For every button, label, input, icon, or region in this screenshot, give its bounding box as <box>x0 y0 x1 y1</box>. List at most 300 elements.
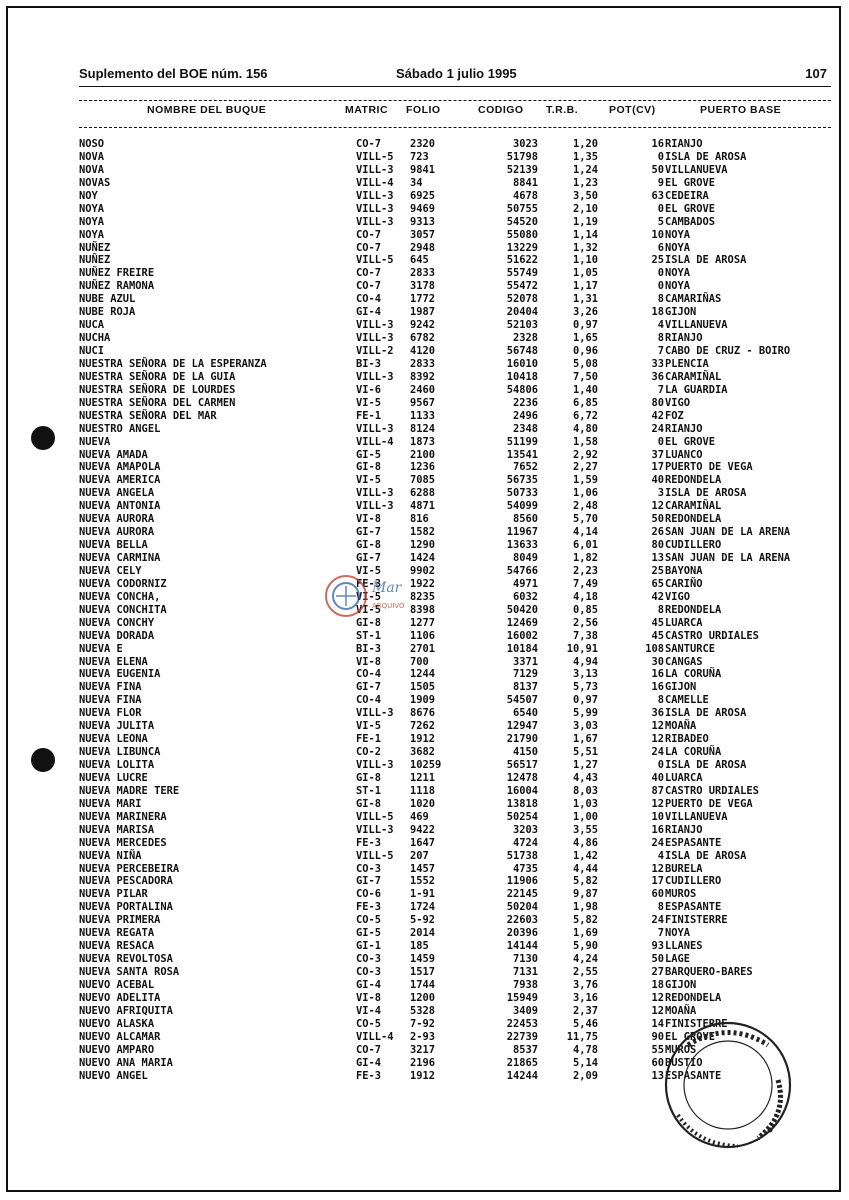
cell-pot: 45 <box>651 616 664 629</box>
table-row <box>79 798 831 811</box>
cell-puerto: LA CORUÑA <box>665 668 722 681</box>
cell-codigo: 16002 <box>506 629 538 642</box>
cell-pot: 16 <box>651 138 664 150</box>
cell-nombre: NUÑEZ <box>79 254 111 267</box>
table-row <box>79 656 831 669</box>
cell-codigo: 11967 <box>506 526 538 539</box>
cell-trb: 3,55 <box>572 823 598 836</box>
cell-puerto: ISLA DE AROSA <box>665 849 747 862</box>
table-row <box>79 410 831 423</box>
cell-nombre: NUEVO ACEBAL <box>79 978 155 991</box>
cell-nombre: NUEVA EUGENIA <box>79 668 161 681</box>
cell-matric: VILL-4 <box>356 176 394 189</box>
cell-pot: 14 <box>651 1017 664 1030</box>
table-row <box>79 371 831 384</box>
cell-trb: 1,17 <box>572 280 598 293</box>
cell-pot: 108 <box>645 642 664 655</box>
cell-codigo: 2496 <box>512 409 538 422</box>
cell-trb: 1,35 <box>572 150 598 163</box>
cell-trb: 5,70 <box>572 513 598 526</box>
cell-trb: 3,16 <box>572 991 598 1004</box>
cell-matric: ST-1 <box>356 784 382 797</box>
cell-pot: 45 <box>651 629 664 642</box>
cell-folio: 9313 <box>410 215 436 228</box>
cell-folio: 1277 <box>410 616 436 629</box>
cell-matric: CO-7 <box>356 241 382 254</box>
cell-matric: VILL-5 <box>356 254 394 267</box>
cell-nombre: NOSO <box>79 138 105 150</box>
table-row <box>79 487 831 500</box>
cell-trb: 1,24 <box>572 163 598 176</box>
cell-pot: 50 <box>651 163 664 176</box>
cell-matric: BI-3 <box>356 357 382 370</box>
cell-trb: 1,20 <box>572 138 598 150</box>
cell-folio: 1552 <box>410 875 436 888</box>
cell-puerto: GIJON <box>665 681 697 694</box>
cell-puerto: EL GROVE <box>665 435 716 448</box>
cell-puerto: PLENCIA <box>665 357 709 370</box>
cell-codigo: 22145 <box>506 888 538 901</box>
cell-trb: 3,50 <box>572 189 598 202</box>
cell-nombre: NUEVA <box>79 435 111 448</box>
cell-matric: GI-1 <box>356 940 382 953</box>
cell-folio: 6288 <box>410 487 436 500</box>
cell-pot: 8 <box>657 332 664 345</box>
header-rule <box>79 86 831 87</box>
cell-folio: 1873 <box>410 435 436 448</box>
cell-codigo: 11906 <box>506 875 538 888</box>
cell-folio: 1106 <box>410 629 436 642</box>
cell-pot: 4 <box>657 319 664 332</box>
cell-codigo: 51738 <box>506 849 538 862</box>
cell-folio: 9242 <box>410 319 436 332</box>
cell-folio: 1909 <box>410 694 436 707</box>
cell-pot: 63 <box>651 189 664 202</box>
cell-codigo: 13229 <box>506 241 538 254</box>
cell-folio: 3178 <box>410 280 436 293</box>
cell-matric: CO-3 <box>356 862 382 875</box>
cell-trb: 2,27 <box>572 461 598 474</box>
cell-puerto: ESPASANTE <box>665 1069 722 1082</box>
cell-nombre: NUCI <box>79 345 105 357</box>
cell-matric: GI-8 <box>356 461 382 474</box>
cell-folio: 645 <box>410 254 429 267</box>
cell-codigo: 3023 <box>512 138 538 150</box>
cell-pot: 26 <box>651 526 664 539</box>
cell-codigo: 13818 <box>506 797 538 810</box>
cell-puerto: SANTURCE <box>665 642 716 655</box>
cell-puerto: REDONDELA <box>665 603 722 616</box>
cell-nombre: NUEVA ANTONIA <box>79 500 161 513</box>
cell-nombre: NUEVA E <box>79 642 123 655</box>
table-row <box>79 151 831 164</box>
cell-nombre: NUEVA CODORNIZ <box>79 577 167 590</box>
cell-folio: 9422 <box>410 823 436 836</box>
cell-matric: VILL-3 <box>356 202 394 215</box>
table-row <box>79 423 831 436</box>
cell-trb: 1,40 <box>572 383 598 396</box>
cell-puerto: BARQUERO-BARES <box>665 966 753 978</box>
cell-puerto: REDONDELA <box>665 474 722 487</box>
cell-folio: 2701 <box>410 642 436 655</box>
cell-folio: 4871 <box>410 500 436 513</box>
cell-nombre: NUEVA FINA <box>79 681 142 694</box>
table-row <box>79 358 831 371</box>
table-row <box>79 901 831 914</box>
cell-puerto: MUROS <box>665 1043 697 1056</box>
cell-matric: CO-4 <box>356 694 382 707</box>
cell-pot: 12 <box>651 733 664 746</box>
table-row <box>79 138 831 151</box>
cell-folio: 2196 <box>410 1056 436 1069</box>
cell-pot: 25 <box>651 254 664 267</box>
cell-nombre: NUEVA DORADA <box>79 629 155 642</box>
cell-matric: GI-4 <box>356 1056 382 1069</box>
cell-pot: 25 <box>651 564 664 577</box>
cell-nombre: NUEVO ADELITA <box>79 991 161 1004</box>
cell-puerto: LLANES <box>665 940 703 953</box>
cell-trb: 1,31 <box>572 293 598 306</box>
cell-codigo: 3371 <box>512 655 538 668</box>
cell-trb: 2,48 <box>572 500 598 513</box>
cell-codigo: 2348 <box>512 422 538 435</box>
cell-trb: 4,14 <box>572 526 598 539</box>
cell-matric: FE-3 <box>356 1069 382 1082</box>
cell-trb: 6,72 <box>572 409 598 422</box>
cell-codigo: 20404 <box>506 306 538 319</box>
cell-codigo: 51798 <box>506 150 538 163</box>
cell-nombre: NUEVA CONCHY <box>79 616 155 629</box>
cell-folio: 1517 <box>410 966 436 978</box>
cell-codigo: 7938 <box>512 978 538 991</box>
cell-codigo: 14144 <box>506 940 538 953</box>
cell-folio: 7085 <box>410 474 436 487</box>
table-row <box>79 293 831 306</box>
cell-puerto: ISLA DE AROSA <box>665 254 747 267</box>
cell-pot: 8 <box>657 901 664 914</box>
cell-folio: 1912 <box>410 733 436 746</box>
cell-folio: 1724 <box>410 901 436 914</box>
cell-pot: 0 <box>657 202 664 215</box>
cell-folio: 7262 <box>410 720 436 733</box>
cell-nombre: NUEVA LOLITA <box>79 759 155 771</box>
cell-folio: 1020 <box>410 797 436 810</box>
cell-trb: 7,50 <box>572 370 598 383</box>
cell-puerto: BURELA <box>665 862 703 875</box>
cell-matric: FE-3 <box>356 901 382 914</box>
cell-pot: 10 <box>651 810 664 823</box>
cell-puerto: FINISTERRE <box>665 914 728 927</box>
cell-puerto: CEDEIRA <box>665 189 709 202</box>
cell-trb: 2,23 <box>572 564 598 577</box>
cell-codigo: 7652 <box>512 461 538 474</box>
cell-trb: 5,51 <box>572 746 598 759</box>
cell-matric: CO-6 <box>356 888 382 901</box>
cell-puerto: EL GROVE <box>665 176 716 189</box>
column-headers <box>79 104 831 120</box>
cell-codigo: 54507 <box>506 694 538 707</box>
col-trb: T.R.B. <box>546 104 579 116</box>
cell-matric: VI-5 <box>356 720 382 733</box>
table-row <box>79 681 831 694</box>
cell-nombre: NUESTRA SEÑORA DE LA GUIA <box>79 370 236 383</box>
cell-codigo: 16004 <box>506 784 538 797</box>
cell-matric: VILL-3 <box>356 215 394 228</box>
cell-puerto: SAN JUAN DE LA ARENA <box>665 552 791 564</box>
cell-folio: 2833 <box>410 357 436 370</box>
cell-pot: 24 <box>651 836 664 849</box>
cell-codigo: 13541 <box>506 448 538 461</box>
cell-folio: 1211 <box>410 771 436 784</box>
cell-pot: 24 <box>651 914 664 927</box>
table-row <box>79 216 831 229</box>
cell-folio: 1424 <box>410 552 436 564</box>
cell-puerto: GIJON <box>665 978 697 991</box>
cell-codigo: 6032 <box>512 590 538 603</box>
cell-trb: 5,73 <box>572 681 598 694</box>
cell-nombre: NUEVA AMADA <box>79 448 148 461</box>
table-row <box>79 979 831 992</box>
cell-matric: CO-3 <box>356 953 382 966</box>
cell-folio: 185 <box>410 940 429 953</box>
cell-pot: 55 <box>651 1043 664 1056</box>
watermark-logo <box>324 566 494 626</box>
cell-matric: VILL-3 <box>356 707 394 720</box>
cell-puerto: MOAÑA <box>665 720 697 733</box>
cell-puerto: CAMELLE <box>665 694 709 707</box>
cell-pot: 50 <box>651 513 664 526</box>
cell-codigo: 8049 <box>512 552 538 564</box>
table-row <box>79 500 831 513</box>
cell-codigo: 22453 <box>506 1017 538 1030</box>
table-row <box>79 474 831 487</box>
cell-folio: 1-91 <box>410 888 436 901</box>
cell-puerto: VILLANUEVA <box>665 163 728 176</box>
cell-nombre: NUEVA AURORA <box>79 526 155 539</box>
cell-folio: 1922 <box>410 577 436 590</box>
cell-pot: 12 <box>651 1004 664 1017</box>
cell-puerto: RIANJO <box>665 138 703 150</box>
cell-nombre: NUEVA MADRE TERE <box>79 784 180 797</box>
cell-folio: 1987 <box>410 306 436 319</box>
cell-puerto: REDONDELA <box>665 513 722 526</box>
cell-codigo: 4150 <box>512 746 538 759</box>
cell-pot: 36 <box>651 370 664 383</box>
cell-codigo: 7129 <box>512 668 538 681</box>
cell-puerto: LUARCA <box>665 771 703 784</box>
cell-codigo: 52139 <box>506 163 538 176</box>
cell-trb: 5,90 <box>572 940 598 953</box>
cell-codigo: 3203 <box>512 823 538 836</box>
cell-matric: FE-3 <box>356 836 382 849</box>
cell-matric: CO-7 <box>356 280 382 293</box>
cell-trb: 4,24 <box>572 953 598 966</box>
cell-folio: 6925 <box>410 189 436 202</box>
cell-matric: GI-8 <box>356 771 382 784</box>
cell-folio: 1744 <box>410 978 436 991</box>
cell-puerto: CASTRO URDIALES <box>665 784 759 797</box>
cell-codigo: 52103 <box>506 319 538 332</box>
cell-codigo: 56748 <box>506 345 538 357</box>
cell-pot: 33 <box>651 357 664 370</box>
cell-folio: 816 <box>410 513 429 526</box>
cell-nombre: NUEVA PORTALINA <box>79 901 173 914</box>
cell-nombre: NUEVO AMPARO <box>79 1043 155 1056</box>
cell-trb: 3,76 <box>572 978 598 991</box>
table-row <box>79 461 831 474</box>
cell-puerto: PUERTO DE VEGA <box>665 461 753 474</box>
page-header <box>79 66 831 84</box>
cell-codigo: 12947 <box>506 720 538 733</box>
cell-folio: 1133 <box>410 409 436 422</box>
cell-nombre: NUEVA PESCADORA <box>79 875 173 888</box>
cell-matric: VILL-3 <box>356 487 394 500</box>
cell-pot: 40 <box>651 771 664 784</box>
cell-nombre: NOVA <box>79 150 105 163</box>
cell-pot: 17 <box>651 875 664 888</box>
cell-nombre: NUCA <box>79 319 105 332</box>
cell-matric: VILL-3 <box>356 319 394 332</box>
cell-pot: 12 <box>651 862 664 875</box>
cell-nombre: NUÑEZ FREIRE <box>79 267 155 280</box>
cell-codigo: 56735 <box>506 474 538 487</box>
cell-pot: 65 <box>651 577 664 590</box>
table-row <box>79 1005 831 1018</box>
cell-trb: 5,82 <box>572 914 598 927</box>
cell-folio: 9902 <box>410 564 436 577</box>
cell-codigo: 51622 <box>506 254 538 267</box>
header-date: Sábado 1 julio 1995 <box>396 66 517 81</box>
table-row <box>79 513 831 526</box>
table-row <box>79 552 831 565</box>
cell-trb: 1,82 <box>572 552 598 564</box>
cell-trb: 2,56 <box>572 616 598 629</box>
cell-matric: GI-4 <box>356 978 382 991</box>
cell-pot: 16 <box>651 823 664 836</box>
cell-trb: 1,58 <box>572 435 598 448</box>
cell-trb: 5,82 <box>572 875 598 888</box>
cell-nombre: NOYA <box>79 202 105 215</box>
table-row <box>79 345 831 358</box>
cell-puerto: LUARCA <box>665 616 703 629</box>
cell-nombre: NOVAS <box>79 176 111 189</box>
cell-folio: 469 <box>410 810 429 823</box>
table-row <box>79 630 831 643</box>
cell-codigo: 4971 <box>512 577 538 590</box>
cell-codigo: 21790 <box>506 733 538 746</box>
cell-codigo: 50204 <box>506 901 538 914</box>
cell-folio: 1505 <box>410 681 436 694</box>
cell-codigo: 50254 <box>506 810 538 823</box>
cell-puerto: NOYA <box>665 228 691 241</box>
cell-folio: 5-92 <box>410 914 436 927</box>
svg-text:Mar: Mar <box>372 580 402 596</box>
cell-codigo: 7131 <box>512 966 538 978</box>
cell-trb: 1,14 <box>572 228 598 241</box>
cell-pot: 12 <box>651 797 664 810</box>
cell-pot: 50 <box>651 953 664 966</box>
cell-matric: VI-5 <box>356 396 382 409</box>
cell-pot: 0 <box>657 267 664 280</box>
cell-codigo: 2328 <box>512 332 538 345</box>
cell-nombre: NUEVA MARISA <box>79 823 155 836</box>
cell-puerto: NOYA <box>665 267 691 280</box>
table-row <box>79 850 831 863</box>
cell-codigo: 56517 <box>506 759 538 771</box>
cell-pot: 12 <box>651 500 664 513</box>
cell-pot: 7 <box>657 383 664 396</box>
cell-puerto: CARIÑO <box>665 577 703 590</box>
cell-pot: 60 <box>651 1056 664 1069</box>
cell-trb: 1,27 <box>572 759 598 771</box>
table-row <box>79 992 831 1005</box>
cell-matric: VI-6 <box>356 383 382 396</box>
cell-codigo: 54766 <box>506 564 538 577</box>
cell-nombre: NUEVA FLOR <box>79 707 142 720</box>
cell-puerto: RIANJO <box>665 422 703 435</box>
cell-pot: 18 <box>651 978 664 991</box>
cell-matric: VILL-3 <box>356 759 394 771</box>
cell-folio: 6782 <box>410 332 436 345</box>
cell-folio: 3217 <box>410 1043 436 1056</box>
cell-trb: 10,91 <box>566 642 598 655</box>
cell-trb: 11,75 <box>566 1030 598 1043</box>
cell-trb: 1,23 <box>572 176 598 189</box>
cell-matric: VI-8 <box>356 513 382 526</box>
cell-folio: 4120 <box>410 345 436 357</box>
cell-puerto: BUSTIO <box>665 1056 703 1069</box>
col-matric: MATRIC <box>345 104 389 116</box>
cell-folio: 2460 <box>410 383 436 396</box>
cell-matric: VI-5 <box>356 603 382 616</box>
cell-pot: 24 <box>651 422 664 435</box>
cell-pot: 24 <box>651 746 664 759</box>
cell-pot: 12 <box>651 720 664 733</box>
cell-folio: 1647 <box>410 836 436 849</box>
table-row <box>79 707 831 720</box>
cell-folio: 1582 <box>410 526 436 539</box>
punch-hole <box>31 748 55 772</box>
cell-trb: 2,10 <box>572 202 598 215</box>
cell-nombre: NUBE ROJA <box>79 306 136 319</box>
cell-trb: 3,26 <box>572 306 598 319</box>
cell-trb: 1,67 <box>572 733 598 746</box>
cell-trb: 1,06 <box>572 487 598 500</box>
cell-folio: 2-93 <box>410 1030 436 1043</box>
cell-trb: 0,97 <box>572 694 598 707</box>
cell-pot: 8 <box>657 603 664 616</box>
cell-puerto: RIBADEO <box>665 733 709 746</box>
cell-matric: VI-5 <box>356 474 382 487</box>
cell-matric: CO-2 <box>356 746 382 759</box>
cell-codigo: 22739 <box>506 1030 538 1043</box>
cell-nombre: NUEVA PRIMERA <box>79 914 161 927</box>
cell-codigo: 4724 <box>512 836 538 849</box>
cell-codigo: 12478 <box>506 771 538 784</box>
cell-codigo: 54099 <box>506 500 538 513</box>
cell-pot: 13 <box>651 552 664 564</box>
cell-nombre: NUEVA LUCRE <box>79 771 148 784</box>
cell-nombre: NUÑEZ RAMONA <box>79 280 155 293</box>
cell-trb: 1,19 <box>572 215 598 228</box>
cell-matric: VI-8 <box>356 991 382 1004</box>
cell-puerto: CUDILLERO <box>665 875 722 888</box>
cell-codigo: 55080 <box>506 228 538 241</box>
cell-nombre: NOVA <box>79 163 105 176</box>
cell-folio: 1200 <box>410 991 436 1004</box>
cell-nombre: NOYA <box>79 215 105 228</box>
cell-pot: 0 <box>657 435 664 448</box>
